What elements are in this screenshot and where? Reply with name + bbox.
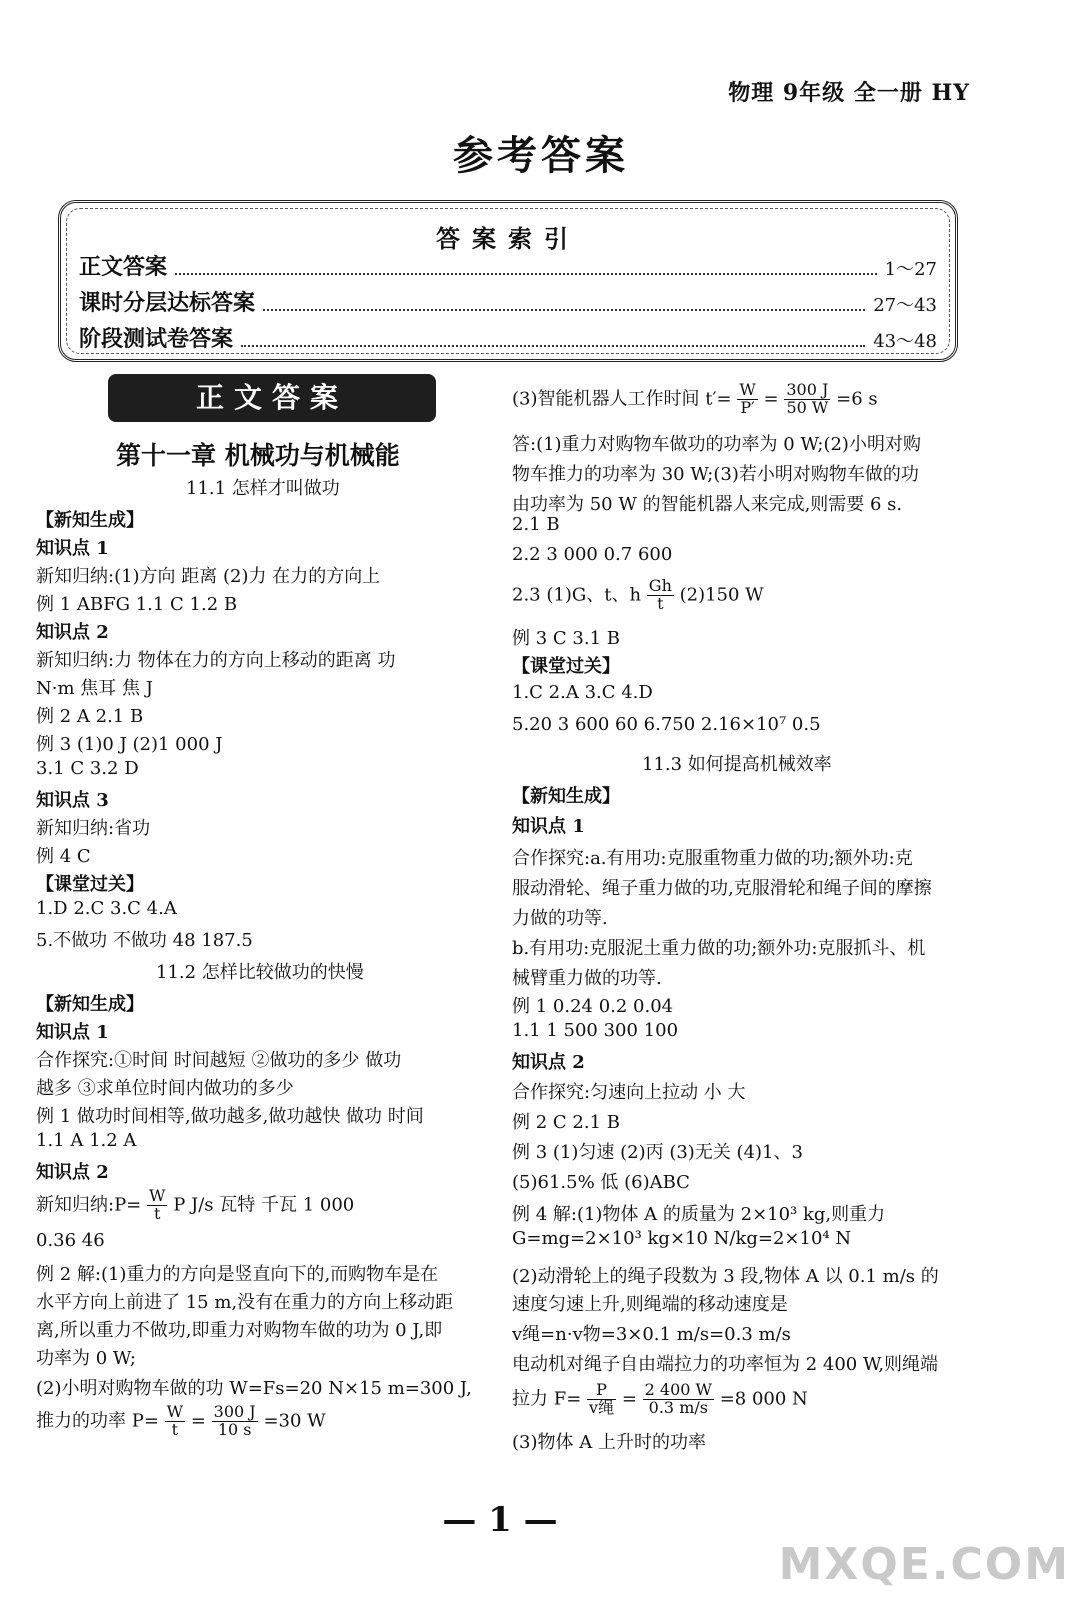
answer-line: 合作探究:a.有用功:克服重物重力做的功;额外功:克 bbox=[512, 848, 913, 869]
denominator: t bbox=[657, 593, 664, 613]
answer-line: 例 2 解:(1)重力的方向是竖直向下的,而购物车是在 bbox=[36, 1264, 439, 1285]
answer-line: 例 4 解:(1)物体 A 的质量为 2×10³ kg,则重力 bbox=[512, 1204, 886, 1225]
index-pages: 43～48 bbox=[873, 331, 937, 352]
formula-text: = bbox=[190, 1410, 206, 1432]
heading: 知识点 1 bbox=[512, 816, 585, 837]
answer-line: 1.1 A 1.2 A bbox=[36, 1130, 137, 1151]
subject-tag: 物理 9年级 全一册 HY bbox=[728, 80, 970, 106]
section-badge: 正文答案 bbox=[108, 374, 436, 422]
denominator: t bbox=[171, 1419, 179, 1439]
answer-line: N·m 焦耳 焦 J bbox=[36, 678, 153, 699]
section-title: 11.2 怎样比较做功的快慢 bbox=[156, 962, 364, 983]
denominator: t bbox=[154, 1203, 161, 1223]
fraction bbox=[165, 1404, 185, 1439]
numerator: Gh bbox=[648, 576, 672, 595]
answer-line: 0.36 46 bbox=[36, 1230, 105, 1251]
answer-line: 合作探究:①时间 时间越短 ②做功的多少 做功 bbox=[36, 1050, 402, 1071]
chapter-title: 第十一章 机械功与机械能 bbox=[116, 441, 400, 470]
answer-line: 5.不做功 不做功 48 187.5 bbox=[36, 930, 253, 951]
fraction bbox=[647, 578, 674, 613]
leader-dots bbox=[263, 309, 865, 311]
answer-line: 例 2 C 2.1 B bbox=[512, 1112, 620, 1133]
answer-line: 1.D 2.C 3.C 4.A bbox=[36, 898, 177, 919]
answer-line: b.有用功:克服泥土重力做的功;额外功:克服抓斗、机 bbox=[512, 938, 926, 959]
section-title: 11.3 如何提高机械效率 bbox=[642, 754, 832, 775]
fraction bbox=[212, 1404, 258, 1439]
formula-line bbox=[512, 1382, 808, 1417]
formula-text: 新知归纳:P= bbox=[36, 1194, 142, 1216]
heading: 知识点 2 bbox=[512, 1052, 585, 1073]
heading: 【新知生成】 bbox=[512, 786, 620, 807]
answer-line: 电动机对绳子自由端拉力的功率恒为 2 400 W,则绳端 bbox=[512, 1354, 939, 1375]
numerator: W bbox=[739, 380, 756, 399]
formula-line bbox=[36, 1188, 354, 1223]
answer-line: (2)动滑轮上的绳子段数为 3 段,物体 A 以 0.1 m/s 的 bbox=[512, 1266, 939, 1287]
answer-line: 离,所以重力不做功,即重力对购物车做的功为 0 J,即 bbox=[36, 1320, 443, 1341]
index-row bbox=[79, 323, 937, 353]
answer-line: 例 1 做功时间相等,做功越多,做功越快 做功 时间 bbox=[36, 1106, 424, 1127]
page-number: — 1 — bbox=[442, 1500, 558, 1540]
answer-line: (2)小明对购物车做的功 W=Fs=20 N×15 m=300 J, bbox=[36, 1378, 472, 1399]
formula-text: = bbox=[763, 388, 779, 410]
fraction bbox=[784, 382, 830, 417]
heading: 知识点 1 bbox=[36, 538, 109, 559]
heading: 【新知生成】 bbox=[36, 994, 144, 1015]
formula-text: 推力的功率 P= bbox=[36, 1410, 159, 1432]
answer-line: 2.1 B bbox=[512, 514, 560, 535]
answer-line: (3)物体 A 上升时的功率 bbox=[512, 1432, 706, 1453]
formula-text: = bbox=[621, 1388, 637, 1410]
fraction bbox=[587, 1382, 616, 1417]
answer-line: 由功率为 50 W 的智能机器人来完成,则需要 6 s. bbox=[512, 494, 903, 515]
answer-line: 新知归纳:省功 bbox=[36, 818, 151, 839]
formula-text: 2.3 (1)G、t、h bbox=[512, 584, 647, 606]
formula-text: =8 000 N bbox=[719, 1388, 808, 1410]
denominator: v绳 bbox=[589, 1397, 615, 1417]
numerator: 300 J bbox=[213, 1402, 256, 1421]
heading: 【新知生成】 bbox=[36, 510, 144, 531]
formula-text: =30 W bbox=[263, 1410, 326, 1432]
answer-line: 物车推力的功率为 30 W;(3)若小明对购物车做的功 bbox=[512, 464, 919, 485]
answer-line: 例 3 C 3.1 B bbox=[512, 628, 620, 649]
watermark: MXQE.COM bbox=[778, 1539, 1070, 1590]
heading: 知识点 2 bbox=[36, 622, 109, 643]
leader-dots bbox=[175, 273, 877, 275]
answer-line: 例 2 A 2.1 B bbox=[36, 706, 144, 727]
formula-text: 拉力 F= bbox=[512, 1388, 582, 1410]
answer-line: 例 3 (1)匀速 (2)丙 (3)无关 (4)1、3 bbox=[512, 1142, 803, 1163]
numerator: W bbox=[166, 1402, 184, 1421]
formula-text: (3)智能机器人工作时间 t′= bbox=[512, 388, 732, 410]
answer-line: G=mg=2×10³ kg×10 N/kg=2×10⁴ N bbox=[512, 1228, 852, 1249]
index-pages: 1～27 bbox=[884, 259, 937, 280]
denominator: P′ bbox=[740, 397, 755, 417]
denominator: 50 W bbox=[786, 397, 829, 417]
index-label: 阶段测试卷答案 bbox=[79, 326, 234, 352]
answer-line: 越多 ③求单位时间内做功的多少 bbox=[36, 1078, 294, 1099]
answer-line: v绳=n·v物=3×0.1 m/s=0.3 m/s bbox=[512, 1324, 791, 1345]
answer-line: 答:(1)重力对购物车做功的功率为 0 W;(2)小明对购 bbox=[512, 434, 921, 455]
denominator: 0.3 m/s bbox=[648, 1397, 708, 1417]
answer-line: 合作探究:匀速向上拉动 小 大 bbox=[512, 1082, 746, 1103]
answer-line: 水平方向上前进了 15 m,没有在重力的方向上移动距 bbox=[36, 1292, 454, 1313]
heading: 【课堂过关】 bbox=[36, 874, 144, 895]
heading: 知识点 2 bbox=[36, 1162, 109, 1183]
index-title: 答案索引 bbox=[436, 224, 580, 253]
index-label: 正文答案 bbox=[79, 254, 168, 280]
answer-line: 新知归纳:力 物体在力的方向上移动的距离 功 bbox=[36, 650, 396, 671]
answer-line: 例 4 C bbox=[36, 846, 91, 867]
answer-line: 例 1 0.24 0.2 0.04 bbox=[512, 996, 674, 1017]
index-row bbox=[79, 251, 937, 281]
answer-line: 1.1 1 500 300 100 bbox=[512, 1020, 679, 1041]
formula-text: (2)150 W bbox=[679, 584, 764, 606]
index-label: 课时分层达标答案 bbox=[79, 290, 256, 316]
formula-line bbox=[36, 1404, 326, 1439]
formula-text: =6 s bbox=[836, 388, 878, 410]
answer-line: 功率为 0 W; bbox=[36, 1348, 136, 1369]
answer-line: 力做的功等. bbox=[512, 908, 608, 929]
answer-line: 服动滑轮、绳子重力做的功,克服滑轮和绳子间的摩擦 bbox=[512, 878, 932, 899]
index-pages: 27～43 bbox=[873, 295, 937, 316]
answer-line: (5)61.5% 低 (6)ABC bbox=[512, 1172, 690, 1193]
formula-text: P J/s 瓦特 千瓦 1 000 bbox=[173, 1194, 355, 1216]
answer-line: 新知归纳:(1)方向 距离 (2)力 在力的方向上 bbox=[36, 566, 381, 587]
numerator: P bbox=[587, 1382, 616, 1400]
numerator: 300 J bbox=[786, 380, 829, 399]
heading: 【课堂过关】 bbox=[512, 656, 620, 677]
heading: 知识点 3 bbox=[36, 790, 109, 811]
answer-line: 速度匀速上升,则绳端的移动速度是 bbox=[512, 1294, 788, 1315]
fraction bbox=[643, 1382, 714, 1417]
heading: 知识点 1 bbox=[36, 1022, 109, 1043]
section-title: 11.1 怎样才叫做功 bbox=[186, 478, 340, 499]
fraction bbox=[147, 1188, 167, 1223]
answer-line: 5.20 3 600 60 6.750 2.16×10⁷ 0.5 bbox=[512, 714, 821, 735]
answer-line: 3.1 C 3.2 D bbox=[36, 758, 139, 779]
answer-line: 2.2 3 000 0.7 600 bbox=[512, 544, 673, 565]
leader-dots bbox=[241, 345, 865, 347]
answer-line: 1.C 2.A 3.C 4.D bbox=[512, 682, 653, 703]
numerator: W bbox=[149, 1186, 166, 1205]
formula-line bbox=[512, 382, 878, 417]
numerator: 2 400 W bbox=[644, 1380, 712, 1399]
denominator: 10 s bbox=[217, 1419, 252, 1439]
answer-line: 例 1 ABFG 1.1 C 1.2 B bbox=[36, 594, 238, 615]
answer-line: 械臂重力做的功等. bbox=[512, 968, 662, 989]
page-title: 参考答案 bbox=[453, 132, 629, 179]
index-row bbox=[79, 287, 937, 317]
fraction bbox=[737, 382, 757, 417]
formula-line bbox=[512, 578, 764, 613]
answer-line: 例 3 (1)0 J (2)1 000 J bbox=[36, 734, 223, 755]
answer-index-box bbox=[58, 200, 958, 362]
